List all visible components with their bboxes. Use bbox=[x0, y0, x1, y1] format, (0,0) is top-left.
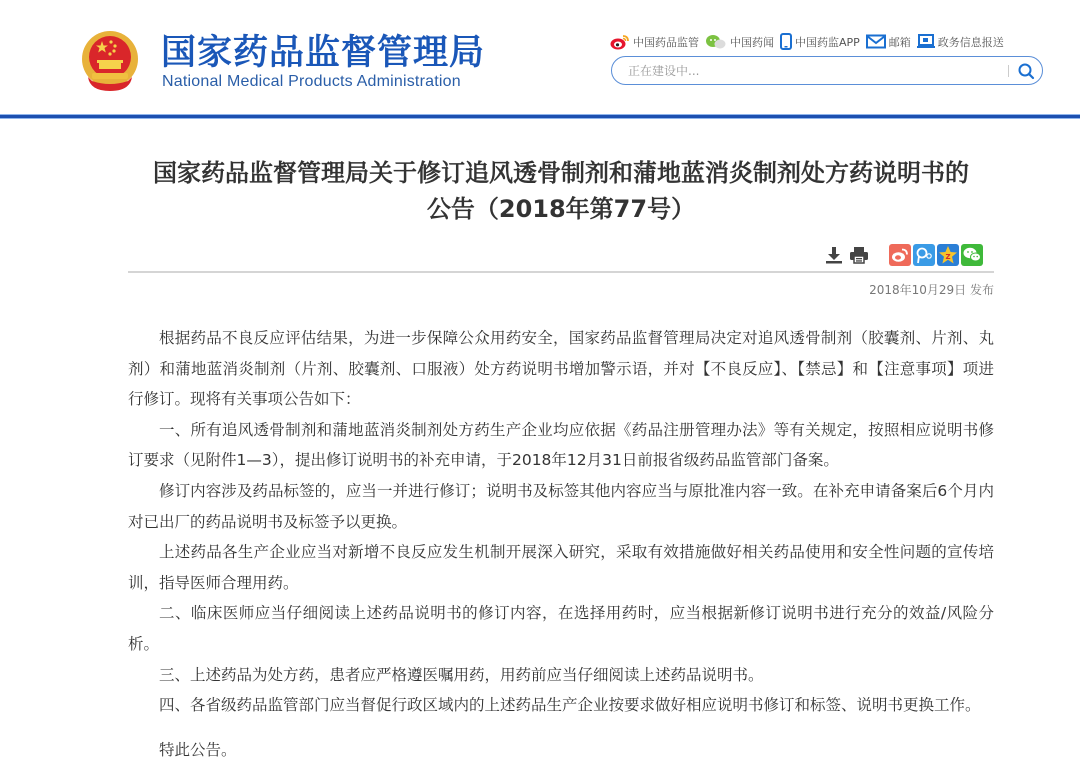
paragraph: 二、临床医师应当仔细阅读上述药品说明书的修订内容，在选择用药时，应当根据新修订说明书进行充分的效益/风险分析。 bbox=[128, 604, 994, 653]
search-input[interactable] bbox=[628, 62, 998, 80]
article-title bbox=[128, 155, 994, 227]
print-button[interactable] bbox=[848, 245, 870, 265]
svg-text:Z: Z bbox=[945, 253, 951, 261]
toplink-report[interactable] bbox=[917, 34, 1004, 50]
toplink-label: 政务信息报送 bbox=[937, 35, 1004, 49]
share-qzone-button[interactable] bbox=[913, 244, 935, 266]
monitor-icon bbox=[917, 34, 935, 49]
toplink-app[interactable] bbox=[780, 33, 860, 50]
national-emblem-icon[interactable] bbox=[80, 29, 140, 93]
share-weibo-button[interactable] bbox=[889, 244, 911, 266]
title-line-2: 公告（2018年第77号） bbox=[426, 195, 696, 223]
top-links bbox=[610, 33, 1004, 50]
brand-name-cn[interactable]: 国家药品监督管理局 bbox=[161, 33, 486, 73]
toplink-label: 邮箱 bbox=[888, 35, 911, 49]
article-body bbox=[128, 323, 994, 765]
paragraph: 修订内容涉及药品标签的，应当一并进行修订；说明书及标签其他内容应当与原批准内容一致。在补充申请备案后6个月内对已出厂的药品说明书及标签予以更换。 bbox=[128, 481, 994, 531]
paragraph: 上述药品各生产企业应当对新增不良反应发生机制开展深入研究，采取有效措施做好相关药品使用和安全性问题的宣传培训，指导医师合理用药。 bbox=[128, 543, 994, 592]
share-qq-button[interactable] bbox=[937, 244, 959, 266]
qq-share-icon bbox=[938, 245, 958, 265]
print-icon bbox=[849, 246, 869, 264]
paragraph: 根据药品不良反应评估结果，为进一步保障公众用药安全，国家药品监督管理局决定对追风透骨制剂（胶囊剂、片剂、丸剂）和蒲地蓝消炎制剂（片剂、胶囊剂、口服液）处方药说明书增加警示语，并对【不良反应】、【禁忌】和【注意事项】项进行修订。现将有关事项公告如下： bbox=[128, 329, 994, 409]
mobile-icon bbox=[780, 33, 792, 50]
title-line-1: 国家药品监督管理局关于修订追风透骨制剂和蒲地蓝消炎制剂处方药说明书的 bbox=[153, 159, 969, 187]
paragraph: 三、上述药品为处方药，患者应严格遵医嘱用药，用药前应当仔细阅读上述药品说明书。 bbox=[159, 665, 764, 684]
paragraph: 一、所有追风透骨制剂和蒲地蓝消炎制剂处方药生产企业均应依据《药品注册管理办法》等有关规定，按照相应说明书修订要求（见附件1—3），提出修订说明书的补充申请，于2018年12月31日前报省级药品监管部门备案。 bbox=[128, 420, 994, 470]
wechat-share-icon bbox=[962, 246, 982, 264]
site-header bbox=[0, 0, 1080, 114]
search-separator bbox=[1008, 65, 1009, 77]
article-tools bbox=[823, 244, 985, 266]
publish-date: 2018年10月29日 发布 bbox=[869, 283, 994, 297]
download-button[interactable] bbox=[823, 245, 845, 265]
paragraph: 四、各省级药品监管部门应当督促行政区域内的上述药品生产企业按要求做好相应说明书修订和标签、说明书更换工作。 bbox=[159, 696, 981, 715]
brand-name-en[interactable]: National Medical Products Administration bbox=[162, 73, 461, 90]
toplink-label: 中国药监APP bbox=[795, 35, 860, 49]
title-divider bbox=[128, 271, 994, 273]
toplink-wechat[interactable] bbox=[705, 34, 774, 50]
wechat-icon bbox=[705, 34, 727, 50]
toplink-label: 中国药品监管 bbox=[633, 35, 699, 49]
weibo-icon bbox=[610, 34, 630, 50]
toplink-label: 中国药闻 bbox=[730, 35, 774, 49]
toplink-mail[interactable] bbox=[866, 34, 911, 50]
toplink-weibo[interactable] bbox=[610, 34, 699, 50]
search-icon[interactable] bbox=[1016, 61, 1036, 81]
closing-statement: 特此公告。 bbox=[159, 740, 237, 759]
header-divider-bar bbox=[0, 114, 1080, 119]
search-box bbox=[611, 56, 1043, 85]
share-wechat-button[interactable] bbox=[961, 244, 983, 266]
qzone-share-icon bbox=[915, 246, 933, 264]
mail-icon bbox=[866, 34, 886, 49]
download-icon bbox=[825, 246, 843, 264]
weibo-share-icon bbox=[891, 247, 909, 263]
